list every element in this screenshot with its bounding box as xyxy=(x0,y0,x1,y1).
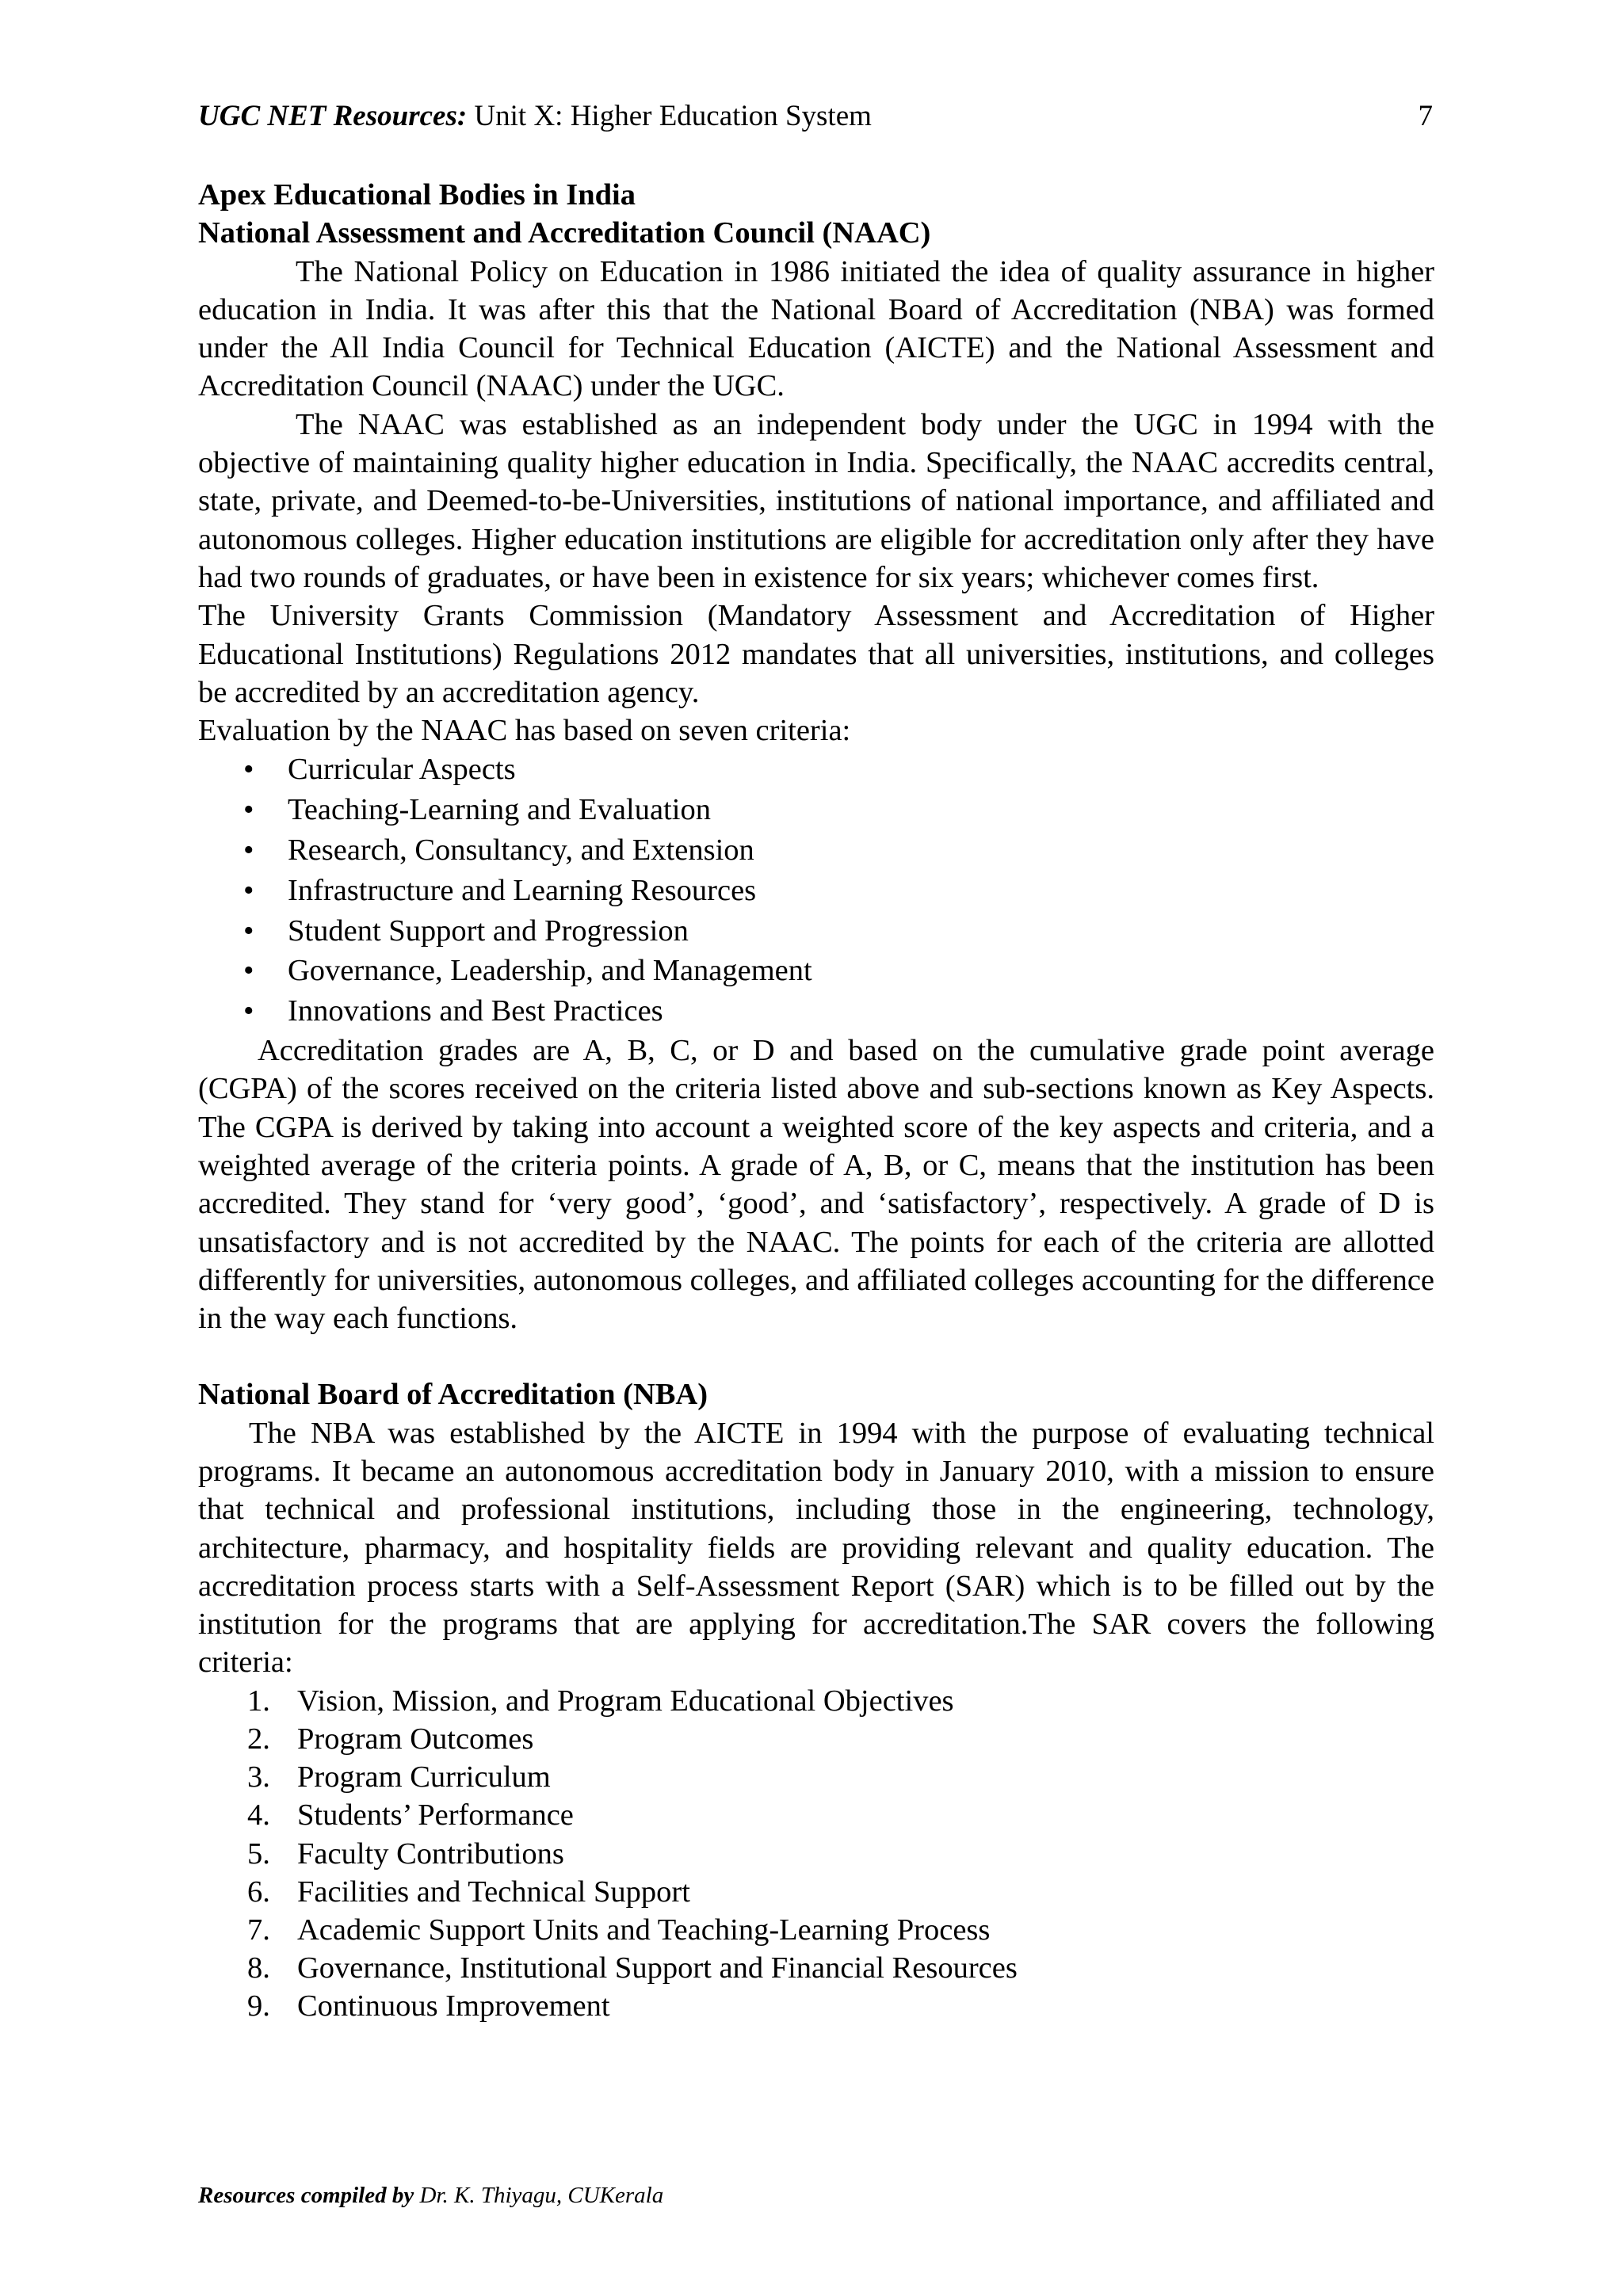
list-item-text: Vision, Mission, and Program Educational Objectives xyxy=(297,1684,954,1718)
page-body xyxy=(198,176,1434,2026)
naac-paragraph-4: Evaluation by the NAAC has based on seven criteria: xyxy=(198,714,851,748)
list-item xyxy=(198,1949,1434,1987)
list-item xyxy=(198,1758,1434,1796)
page-number: 7 xyxy=(1418,100,1433,132)
bullet-icon: • xyxy=(243,833,254,868)
bullet-icon: • xyxy=(243,913,254,948)
list-item-number: 5. xyxy=(247,1836,270,1871)
footer-credit-bold: Resources compiled by xyxy=(198,2183,414,2208)
list-item xyxy=(198,1720,1434,1758)
list-item-text: Infrastructure and Learning Resources xyxy=(288,873,757,907)
list-item-number: 4. xyxy=(247,1798,270,1833)
nba-criteria-list xyxy=(198,1682,1434,2026)
list-item-text: Innovations and Best Practices xyxy=(288,994,663,1028)
list-item-text: Student Support and Progression xyxy=(288,913,689,948)
list-item-text: Curricular Aspects xyxy=(288,753,516,787)
list-item xyxy=(198,991,1434,1032)
running-title xyxy=(198,99,872,134)
list-item-text: Teaching-Learning and Evaluation xyxy=(288,793,711,827)
list-item-text: Facilities and Technical Support xyxy=(297,1875,690,1909)
list-item-text: Program Curriculum xyxy=(297,1760,551,1794)
section-heading: Apex Educational Bodies in India xyxy=(198,178,636,212)
section-spacer xyxy=(198,1337,1434,1375)
naac-paragraph-5: Accreditation grades are A, B, C, or D and based on the cumulative grade point average (CGPA) of the scores received on the criteria listed above and sub-sections known as Key Aspects. The CGPA is derived by taking into account a weighted score of the key aspects and criteria, and a weighted average of the criteria points. A grade of A, B, or C, means that the institution has been accredited. They stand for ‘very good’, ‘good’, and ‘satisfactory’, respectively. A grade of D is unsatisfactory and is not accredited by the NAAC. The points for each of the criteria are allotted differently for universities, autonomous colleges, and affiliated colleges accounting for the difference in the way each functions. xyxy=(198,1034,1434,1336)
naac-paragraph-3: The University Grants Commission (Mandatory Assessment and Accreditation of Higher Educational Institutions) Regulations 2012 mandates that all universities, institutions, and colleges be accredited by an accreditation agency. xyxy=(198,599,1434,709)
list-item xyxy=(198,830,1434,871)
bullet-icon: • xyxy=(243,994,254,1028)
list-item-text: Students’ Performance xyxy=(297,1798,574,1833)
list-item xyxy=(198,1796,1434,1834)
list-item-number: 8. xyxy=(247,1951,270,1985)
naac-criteria-list xyxy=(198,749,1434,1032)
list-item xyxy=(198,790,1434,830)
list-item xyxy=(198,1682,1434,1720)
list-item-number: 6. xyxy=(247,1875,270,1909)
list-item-text: Continuous Improvement xyxy=(297,1989,610,2023)
list-item-number: 9. xyxy=(247,1989,270,2023)
naac-paragraph-1: The National Policy on Education in 1986 initiated the idea of quality assurance in higher education in India. It was after this that the National Board of Accreditation (NBA) was formed under the All India Council for Technical Education (AICTE) and the National Assessment and Accreditation Council (NAAC) under the UGC. xyxy=(198,254,1434,403)
list-item-number: 1. xyxy=(247,1684,270,1718)
list-item xyxy=(198,1911,1434,1949)
list-item-text: Governance, Institutional Support and Financial Resources xyxy=(297,1951,1018,1985)
list-item xyxy=(198,911,1434,952)
list-item-text: Program Outcomes xyxy=(297,1722,534,1756)
list-item-text: Faculty Contributions xyxy=(297,1836,564,1871)
bullet-icon: • xyxy=(243,793,254,827)
list-item-text: Academic Support Units and Teaching-Learning Process xyxy=(297,1913,991,1947)
list-item xyxy=(198,871,1434,911)
naac-paragraph-2: The NAAC was established as an independent body under the UGC in 1994 with the objective of maintaining quality higher education in India. Specifically, the NAAC accredits central, state, private, and Deemed-to-be-Universities, institutions of national importance, and affiliated and autonomous colleges. Higher education institutions are eligible for accreditation only after they have had two rounds of graduates, or have been in existence for six years; whichever comes first. xyxy=(198,407,1434,594)
list-item xyxy=(198,749,1434,790)
list-item xyxy=(198,1987,1434,2025)
footer-credit-rest: Dr. K. Thiyagu, CUKerala xyxy=(414,2183,664,2208)
naac-heading: National Assessment and Accreditation Council (NAAC) xyxy=(198,216,931,250)
bullet-icon: • xyxy=(243,954,254,988)
list-item-number: 3. xyxy=(247,1760,270,1794)
list-item xyxy=(198,1835,1434,1873)
list-item-text: Governance, Leadership, and Management xyxy=(288,954,812,988)
list-item xyxy=(198,951,1434,991)
bullet-icon: • xyxy=(243,753,254,787)
running-title-bold: UGC NET Resources: xyxy=(198,100,468,132)
running-title-rest: Unit X: Higher Education System xyxy=(467,100,872,132)
page-header xyxy=(198,99,1433,134)
list-item-number: 2. xyxy=(247,1722,270,1756)
bullet-icon: • xyxy=(243,873,254,907)
nba-heading: National Board of Accreditation (NBA) xyxy=(198,1378,708,1412)
list-item-text: Research, Consultancy, and Extension xyxy=(288,833,754,868)
list-item xyxy=(198,1873,1434,1911)
nba-paragraph-1: The NBA was established by the AICTE in 1994 with the purpose of evaluating technical programs. It became an autonomous accreditation body in January 2010, with a mission to ensure that technical and professional institutions, including those in the engineering, technology, architecture, pharmacy, and hospitality fields are providing relevant and quality education. The accreditation process starts with a Self-Assessment Report (SAR) which is to be filled out by the institution for the programs that are applying for accreditation.The SAR covers the following criteria: xyxy=(198,1416,1434,1680)
page-footer xyxy=(198,2183,663,2209)
list-item-number: 7. xyxy=(247,1913,270,1947)
